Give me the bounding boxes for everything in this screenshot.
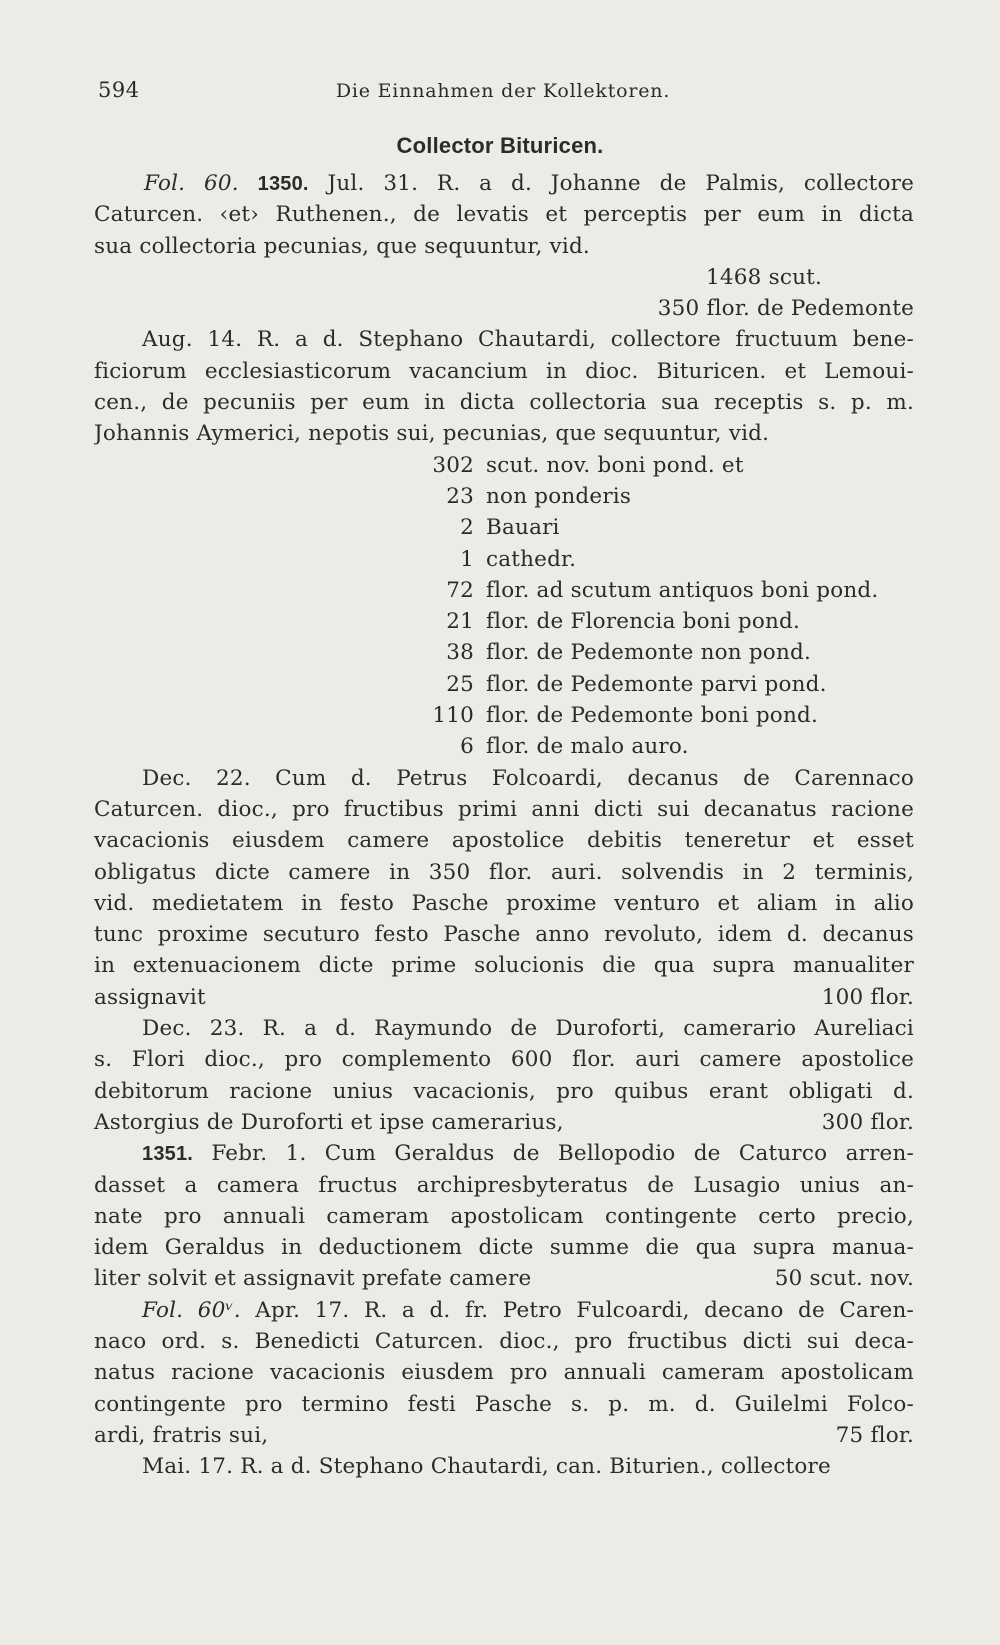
entry-line <box>94 1295 914 1326</box>
amount-desc: scut. nov. boni pond. et <box>486 452 744 478</box>
entry-text: Apr. 17. R. a d. fr. Petro Fulcoardi, decano de Caren- <box>255 1297 914 1323</box>
entry-line: debitorum racione unius vacacionis, pro quibus erant obligati d. <box>94 1078 914 1104</box>
entry-line: cen., de pecuniis per eum in dicta collectoria sua receptis s. p. m. <box>94 390 914 416</box>
entry-line: in extenuacionem dicte prime solucionis die qua supra manualiter <box>94 953 914 979</box>
amount-desc: flor. de Florencia boni pond. <box>486 609 801 635</box>
entry-line: Johannis Aymerici, nepotis sui, pecunias, que sequuntur, vid. <box>94 421 770 447</box>
entry-text: assignavit <box>94 984 206 1010</box>
entry-line: Caturcen. ‹et› Ruthenen., de levatis et perceptis per eum in dicta <box>94 202 914 228</box>
amount-desc: cathedr. <box>486 546 577 572</box>
amount-number: 23 <box>446 483 474 509</box>
entry-text: ardi, fratris sui, <box>94 1422 269 1448</box>
entry-text: Febr. 1. Cum Geraldus de Bellopodio de Caturco arren- <box>211 1141 914 1167</box>
amount-row <box>94 606 914 637</box>
entry-line <box>94 1107 914 1138</box>
amount-desc: flor. de malo auro. <box>486 734 689 760</box>
entry-amount: 50 scut. nov. <box>774 1266 914 1292</box>
entry-line <box>94 1420 914 1451</box>
entry-line: dasset a camera fructus archipresbyteratus de Lusagio unius an- <box>94 1172 914 1198</box>
amount-number: 1 <box>460 546 474 572</box>
amount-row <box>94 669 914 700</box>
entry-line: vid. medietatem in festo Pasche proxime venturo et aliam in alio <box>94 890 914 916</box>
entry-text: Astorgius de Duroforti et ipse camerarius, <box>94 1109 564 1135</box>
entry-line: nate pro annuali cameram apostolicam contingente certo precio, <box>94 1203 914 1229</box>
entry-line <box>94 168 914 199</box>
entry-line: natus racione vacacionis eiusdem pro annuali cameram apostolicam <box>94 1360 914 1386</box>
entry-amount: 75 flor. <box>835 1422 914 1448</box>
entry-line: Caturcen. dioc., pro fructibus primi anni dicti sui decanatus racione <box>94 796 914 822</box>
body-text <box>94 168 914 1482</box>
amount-desc: flor. ad scutum antiquos boni pond. <box>486 577 879 603</box>
entry-line: s. Flori dioc., pro complemento 600 flor. auri camere apostolice <box>94 1047 914 1073</box>
folio-ref: Fol. 60ᵛ. <box>142 1297 241 1323</box>
amount-row <box>94 512 914 543</box>
amount-row <box>94 450 914 481</box>
amount-number: 110 <box>432 703 474 729</box>
entry-line <box>94 1263 914 1294</box>
amount-desc: flor. de Pedemonte boni pond. <box>486 703 818 729</box>
folio-ref: Fol. 60. <box>144 171 239 196</box>
amount-row <box>94 731 914 762</box>
amount-row <box>94 481 914 512</box>
page-header <box>98 74 908 108</box>
amount-desc: flor. de Pedemonte parvi pond. <box>486 671 827 697</box>
entry-line <box>94 1138 914 1169</box>
entry-line: contingente pro termino festi Pasche s. p. m. d. Guilelmi Folco- <box>94 1391 914 1417</box>
amount-number: 72 <box>446 577 474 603</box>
entry-line: Dec. 22. Cum d. Petrus Folcoardi, decanus de Carennaco <box>142 765 914 791</box>
entry-line: idem Geraldus in deductionem dicte summe die qua supra manua- <box>94 1235 914 1261</box>
entry-amount: 100 flor. <box>821 984 914 1010</box>
amount-row <box>94 575 914 606</box>
entry-amount: 300 flor. <box>821 1109 914 1135</box>
entry-year: 1351. <box>142 1143 194 1166</box>
entry-line: tunc proxime secuturo festo Pasche anno revoluto, idem d. decanus <box>94 922 914 948</box>
amount-desc: non ponderis <box>486 483 632 509</box>
section-title: Collector Bituricen. <box>396 133 604 158</box>
entry-line: vacacionis eiusdem camere apostolice debitis teneretur et esset <box>94 828 914 854</box>
page-number: 594 <box>98 78 140 102</box>
amount-number: 6 <box>460 734 474 760</box>
entry-line: obligatus dicte camere in 350 flor. auri. solvendis in 2 terminis, <box>94 859 914 885</box>
entry-line: Mai. 17. R. a d. Stephano Chautardi, can. Biturien., collectore <box>142 1454 831 1480</box>
entry-line: sua collectoria pecunias, que sequuntur, vid. <box>94 233 590 259</box>
amount-desc: flor. de Pedemonte non pond. <box>486 640 811 666</box>
amount-row <box>94 544 914 575</box>
amount-row <box>94 637 914 668</box>
entry-line: ficiorum ecclesiasticorum vacancium in dioc. Bituricen. et Lemoui- <box>94 358 914 384</box>
entry-year: 1350. <box>257 173 309 195</box>
entry-text: liter solvit et assignavit prefate camere <box>94 1266 532 1292</box>
amount-number: 302 <box>432 452 474 478</box>
amount-number: 38 <box>446 640 474 666</box>
amount-number: 21 <box>446 609 474 635</box>
running-title: Die Einnahmen der Kollektoren. <box>335 80 671 102</box>
amount-line: 1468 scut. <box>706 264 822 290</box>
entry-line: naco ord. s. Benedicti Caturcen. dioc., pro fructibus dicti sui deca- <box>94 1328 914 1354</box>
entry-line: Dec. 23. R. a d. Raymundo de Duroforti, camerario Aureliaci <box>142 1016 914 1042</box>
amount-number: 25 <box>446 671 474 697</box>
amount-number: 2 <box>460 515 474 541</box>
amount-line: 350 flor. de Pedemonte <box>657 296 914 322</box>
entry-text: Jul. 31. R. a d. Johanne de Palmis, collectore <box>327 171 914 196</box>
entry-line <box>94 982 914 1013</box>
entry-line: Aug. 14. R. a d. Stephano Chautardi, collectore fructuum bene- <box>142 327 914 353</box>
amount-desc: Bauari <box>486 515 560 541</box>
amount-row <box>94 700 914 731</box>
